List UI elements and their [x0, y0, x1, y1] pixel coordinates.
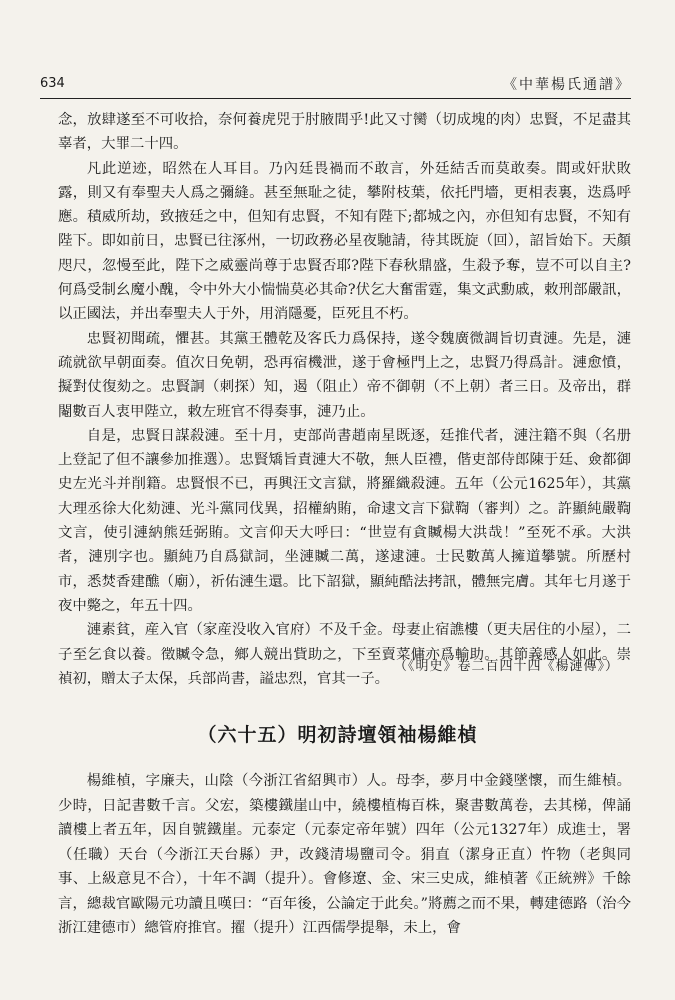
paragraph: 漣素貧，産入官（家産没收入官府）不及千金。母妻止宿譙樓（更夫居住的小屋），二子至乞食以養。徵贓令急，鄉人競出貲助之，下至賣菜傭亦爲輸助。其節義感人如此。崇禎初，贈太子太保，兵部尚書，謚忠烈，官其一子。 [58, 622, 631, 687]
paragraph: 楊維楨，字廉夫，山陰（今浙江省紹興市）人。母李，夢月中金錢墜懷，而生維楨。少時，日記書數千言。父宏，築樓鐵崖山中，繞樓植梅百株，聚書數萬卷，去其梯，俾誦讀樓上者五年，因自號鐵崖。元泰定（元泰定帝年號）四年（公元1327年）成進士，署（任職）天台（今浙江天台縣）尹，改錢清場鹽司令。狷直（潔身正直）忤物（老與同事、上級意見不合），十年不調（提升）。會修遼、金、宋三史成，維楨著《正統辨》千餘言，總裁官歐陽元功讀且嘆曰：“百年後，公論定于此矣。”將薦之而不果，轉建德路（治今浙江建德市）總管府推官。擢（提升）江西儒學提舉，未上，會 [58, 773, 631, 936]
book-title: 《中華楊氏通譜》 [503, 77, 631, 93]
paragraph: 自是，忠賢日謀殺漣。至十月，吏部尚書趙南星既逐，廷推代者，漣注籍不與（名册上登記了但不讓參加推選）。忠賢矯旨責漣大不敬，無人臣禮，偕吏部侍郎陳于廷、僉都御史左光斗并削籍。忠賢恨不已，再興汪文言獄，將羅織殺漣。五年（公元1625年），其黨大理丞徐大化劾漣、光斗黨同伐異，招權納賄，命逮文言下獄鞫（審判）之。許顯純嚴鞫文言，使引漣納熊廷弼賄。文言仰天大呼曰：“世豈有貪贓楊大洪哉！”至死不承。大洪者，漣別字也。顯純乃自爲獄詞，坐漣贓二萬，遂逮漣。士民數萬人擁道攀號。所歷村市，悉焚香建醮（廟），祈佑漣生還。比下詔獄，顯純酷法拷訊，體無完膚。其年七月遂于夜中斃之，年五十四。 [58, 427, 631, 614]
main-text [58, 108, 631, 691]
paragraph: 忠賢初聞疏，懼甚。其黨王體乾及客氏力爲保持，遂令魏廣微調旨切責漣。先是，漣疏就欲早朝面奏。值次日免朝，恐再宿機泄，遂于會極門上之，忠賢乃得爲計。漣愈憤，擬對仗復劾之。忠賢詗（刺探）知，遏（阻止）帝不御朝（不上朝）者三日。及帝出，群閹數百人衷甲陛立，敕左班官不得奏事，漣乃止。 [58, 330, 631, 420]
section-text [58, 769, 631, 941]
section-title: （六十五）明初詩壇領袖楊維楨 [197, 724, 478, 746]
page-number: 634 [40, 76, 65, 91]
page-header [40, 72, 631, 99]
paragraph: 念，放肆遂至不可收拾，奈何養虎兕于肘腋間乎!此又寸臠（切成塊的肉）忠賢，不足盡其辜者，大罪二十四。 [58, 112, 631, 153]
paragraph: 凡此逆迹，昭然在人耳目。乃內廷畏禍而不敢言，外廷結舌而莫敢奏。間或奸狀敗露，則又有奉聖夫人爲之彌縫。甚至無耻之徒，攀附枝葉，依托門墻，更相表裏，迭爲呼應。積威所劫，致掖廷之中，但知有忠賢，不知有陛下;都城之內，亦但知有忠賢，不知有陛下。即如前日，忠賢已往涿州，一切政務必星夜馳請，待其既旋（回），詔旨始下。天顏咫尺，忽慢至此，陛下之威靈尚尊于忠賢否耶?陛下春秋鼎盛，生殺予奪，豈不可以自主?何爲受制幺魔小醜，令中外大小惴惴莫必其命?伏乞大奮雷霆，集文武勳戚，敕刑部嚴訊，以正國法，并出奉聖夫人于外，用消隱憂，臣死且不朽。 [58, 160, 631, 323]
source-citation: （《明史》卷二百四十四《楊漣傳》） [393, 659, 619, 674]
